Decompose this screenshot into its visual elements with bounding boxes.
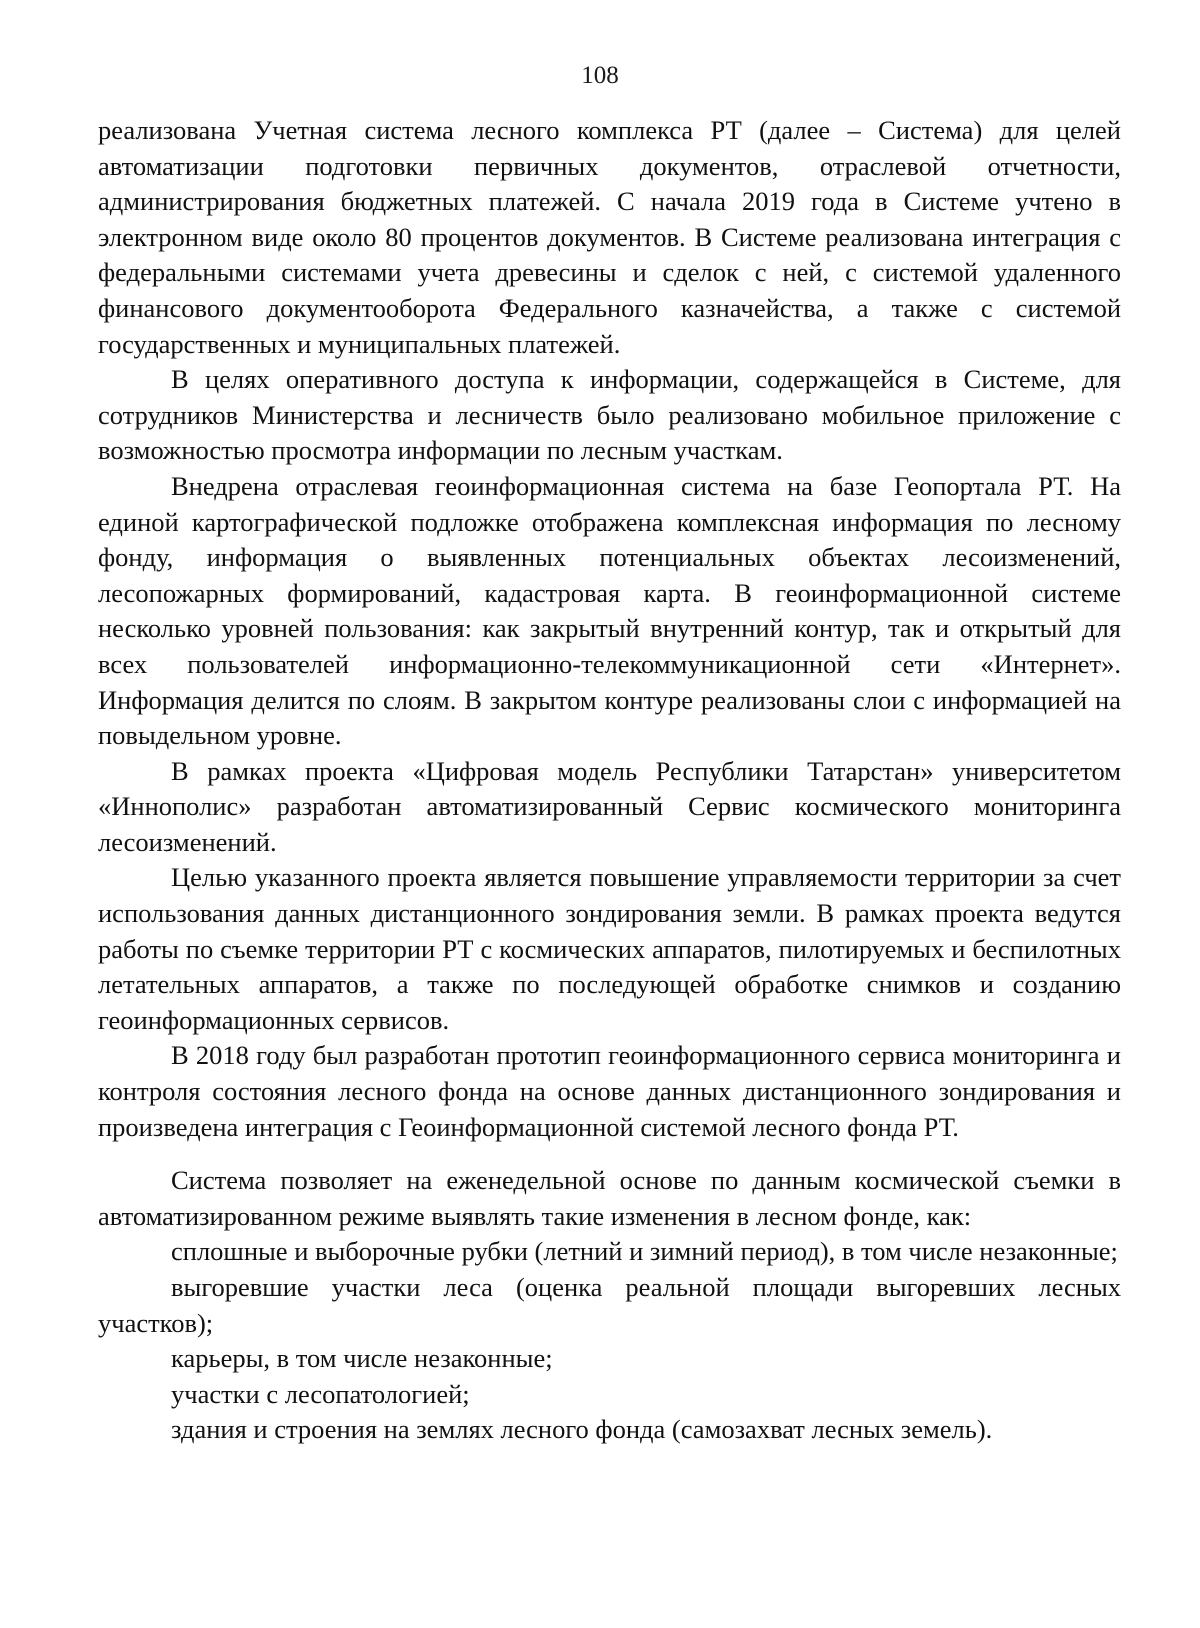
list-item-burned-areas: выгоревшие участки леса (оценка реальной площади выгоревших лесных участков); [98, 1272, 1121, 1338]
list-item-forest-pathology: участки с лесопатологией; [171, 1378, 470, 1409]
list-item-buildings: здания и строения на землях лесного фонда (самозахват лесных земель). [171, 1414, 993, 1445]
document-body [98, 113, 1121, 1448]
list-item-quarries: карьеры, в том числе незаконные; [171, 1343, 553, 1374]
paragraph-mobile-app: В целях оперативного доступа к информации, содержащейся в Системе, для сотрудников Министерства и лесничеств было реализовано мобильное приложение с возможностью просмотра информации по лесным участкам. [98, 364, 1121, 466]
list-item-logging: сплошные и выборочные рубки (летний и зимний период), в том числе незаконные; [171, 1236, 1118, 1267]
paragraph-geoinformation-system: Внедрена отраслевая геоинформационная система на базе Геопортала РТ. На единой картографической подложке отображена комплексная информация по лесному фонду, информация о выявленных потенциальных объектах лесоизменений, лесопожарных формирований, кадастровая карта. В геоинформационной системе несколько уровней пользования: как закрытый внутренний контур, так и открытый для всех пользователей информационно-телекоммуникационной сети «Интернет». Информация делится по слоям. В закрытом контуре реализованы слои с информацией на повыдельном уровне. [98, 470, 1121, 751]
page-number: 108 [581, 62, 619, 89]
paragraph-system-capabilities: Система позволяет на еженедельной основе по данным космической съемки в автоматизированном режиме выявлять такие изменения в лесном фонде, как: [98, 1165, 1121, 1231]
paragraph-prototype-2018: В 2018 году был разработан прототип геоинформационного сервиса мониторинга и контроля состояния лесного фонда на основе данных дистанционного зондирования и произведена интеграция с Геоинформационной системой лесного фонда РТ. [98, 1040, 1121, 1142]
paragraph-project-goal: Целью указанного проекта является повышение управляемости территории за счет использования данных дистанционного зондирования земли. В рамках проекта ведутся работы по съемке территории РТ с космических аппаратов, пилотируемых и беспилотных летательных аппаратов, а также по последующей обработке снимков и созданию геоинформационных сервисов. [98, 862, 1121, 1035]
paragraph-accounting-system: реализована Учетная система лесного комплекса РТ (далее – Система) для целей автоматизации подготовки первичных документов, отраслевой отчетности, администрирования бюджетных платежей. С начала 2019 года в Системе учтено в электронном виде около 80 процентов документов. В Системе реализована интеграция с федеральными системами учета древесины и сделок с ней, с системой удаленного финансового документооборота Федерального казначейства, а также с системой государственных и муниципальных платежей. [98, 115, 1121, 359]
paragraph-innopolis-service: В рамках проекта «Цифровая модель Республики Татарстан» университетом «Иннополис» разработан автоматизированный Сервис космического мониторинга лесоизменений. [98, 755, 1121, 857]
